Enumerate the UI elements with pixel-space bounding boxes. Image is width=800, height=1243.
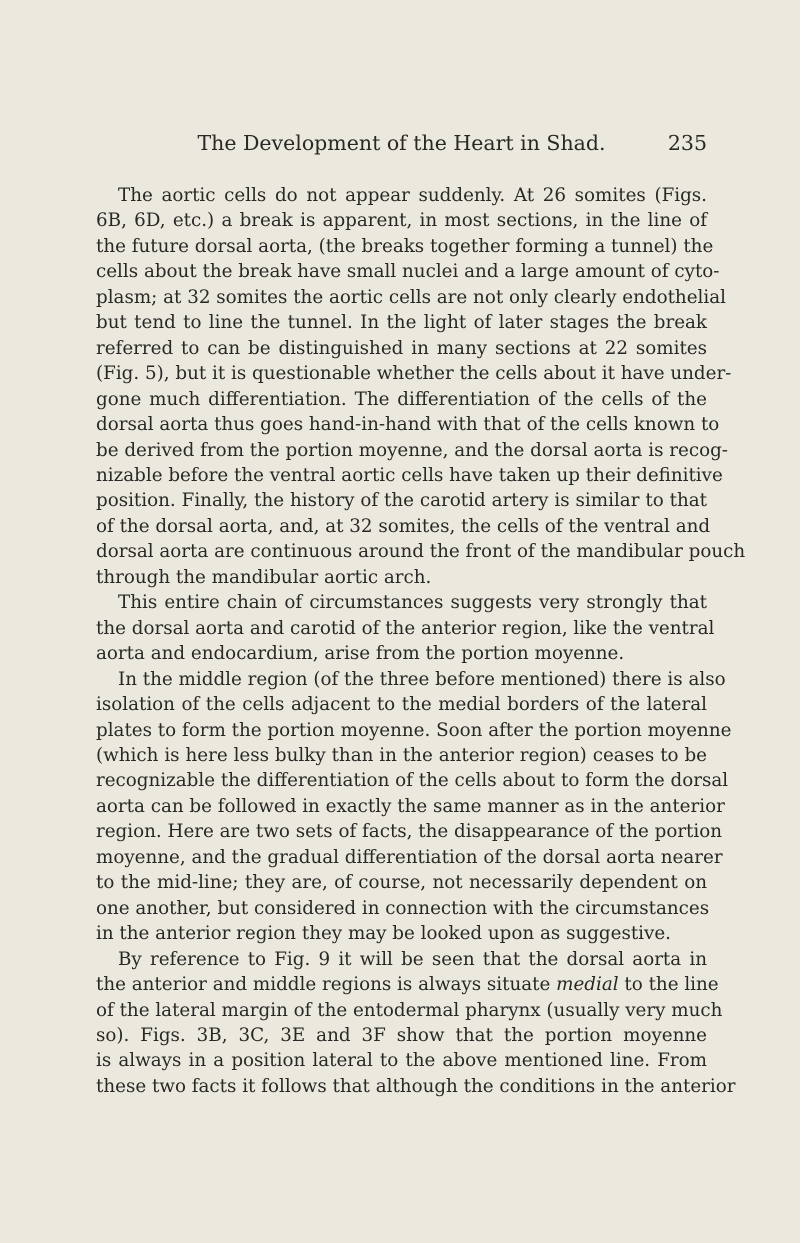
running-title: The Development of the Heart in Shad. [197,131,606,155]
text-line: plates to form the portion moyenne. Soon after the portion moyenne [96,719,732,741]
paragraph-3 [96,667,732,947]
text-line: in the anterior region they may be looked upon as suggestive. [96,923,671,945]
text-line: be derived from the portion moyenne, and the dorsal aorta is recog- [96,439,728,461]
text-segment: the anterior and middle regions is always situate [96,974,557,996]
text-line: the future dorsal aorta, (the breaks together forming a tunnel) the [96,235,714,257]
paragraph-1 [96,183,746,590]
italic-word: medial [556,974,619,996]
text-line: through the mandibular aortic arch. [96,566,432,588]
text-line: moyenne, and the gradual differentiation of the dorsal aorta nearer [96,846,723,868]
page-number: 235 [667,131,707,155]
text-segment: to the line [618,974,719,996]
text-line: aorta and endocardium, arise from the portion moyenne. [96,643,625,665]
text-line: is always in a position lateral to the above mentioned line. From [96,1050,707,1072]
paragraph-2 [96,590,715,666]
text-line: isolation of the cells adjacent to the medial borders of the lateral [96,694,707,716]
text-line: This entire chain of circumstances suggests very strongly that [118,592,707,614]
text-line: aorta can be followed in exactly the same manner as in the anterior [96,795,725,817]
text-line: plasm; at 32 somites the aortic cells are not only clearly endothelial [96,286,726,308]
text-line: the dorsal aorta and carotid of the anterior region, like the ventral [96,617,715,639]
text-line: cells about the break have small nuclei and a large amount of cyto- [96,261,720,283]
text-line: gone much differentiation. The differentiation of the cells of the [96,388,707,410]
text-line: (which is here less bulky than in the anterior region) ceases to be [96,744,707,766]
text-line: but tend to line the tunnel. In the light of later stages the break [96,312,707,334]
text-line: of the dorsal aorta, and, at 32 somites, the cells of the ventral and [96,515,711,537]
text-line: dorsal aorta are continuous around the front of the mandibular pouch [96,541,746,563]
text-line-with-emphasis [96,972,719,997]
text-line: By reference to Fig. 9 it will be seen that the dorsal aorta in [118,948,707,970]
body-text [96,183,746,1099]
text-line: to the mid-line; they are, of course, not necessarily dependent on [96,872,707,894]
text-line: The aortic cells do not appear suddenly. At 26 somites (Figs. [118,185,707,206]
text-line: position. Finally, the history of the carotid artery is similar to that [96,490,707,512]
text-line: of the lateral margin of the entodermal pharynx (usually very much [96,999,723,1021]
text-line: one another, but considered in connection with the circumstances [96,897,710,919]
text-line: dorsal aorta thus goes hand-in-hand with that of the cells known to [96,414,720,436]
text-line: referred to can be distinguished in many sections at 22 somites [96,337,707,359]
text-line: In the middle region (of the three before mentioned) there is also [118,668,726,690]
text-line: nizable before the ventral aortic cells have taken up their definitive [96,464,723,486]
text-line: region. Here are two sets of facts, the disappearance of the portion [96,821,723,843]
text-line: these two facts it follows that although the conditions in the anterior [96,1075,736,1097]
text-line: so). Figs. 3B, 3C, 3E and 3F show that the portion moyenne [96,1024,707,1046]
running-head [96,130,707,156]
text-line: 6B, 6D, etc.) a break is apparent, in most sections, in the line of [96,210,707,232]
text-line: recognizable the differentiation of the cells about to form the dorsal [96,770,729,792]
paragraph-4 [96,947,736,1100]
text-line: (Fig. 5), but it is questionable whether the cells about it have under- [96,363,732,385]
